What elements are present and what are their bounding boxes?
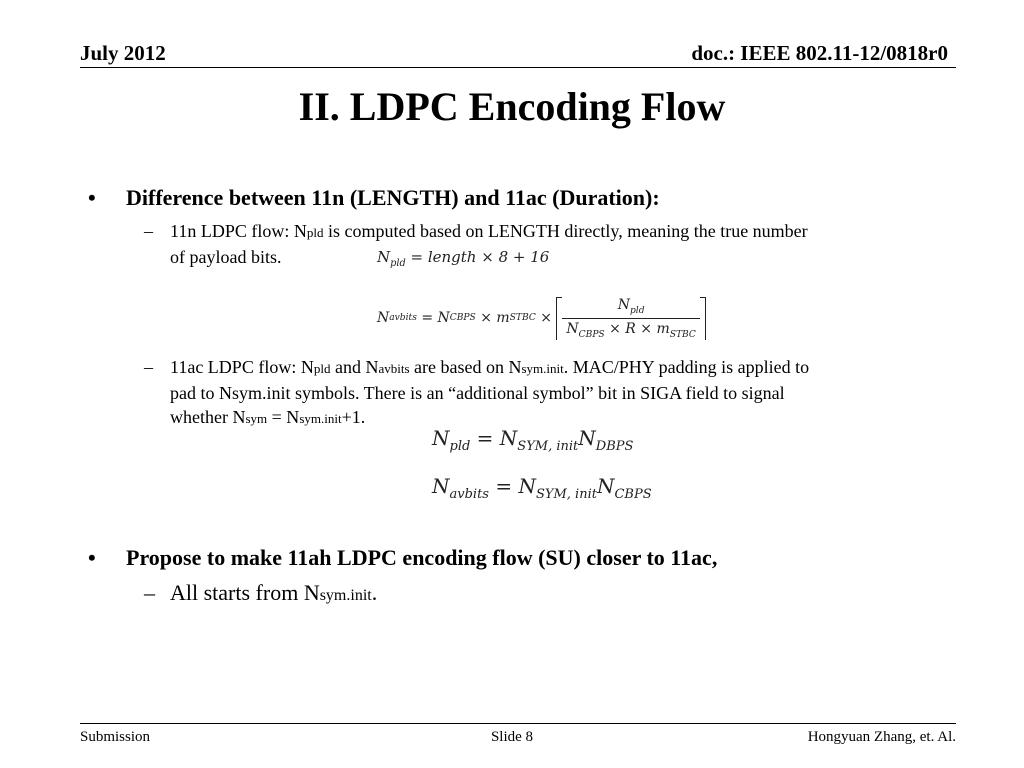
slide-title: II. LDPC Encoding Flow	[298, 84, 726, 129]
dash-marker: –	[144, 357, 153, 377]
footer-author: Hongyuan Zhang, et. Al.	[807, 729, 956, 745]
footer-slide-number: Slide 8	[490, 729, 534, 745]
dash-marker: –	[144, 580, 155, 605]
header-date: July 2012	[80, 41, 166, 65]
equation-navbits-11n: N avbits = N CBPS × m STBC × $\frac{N_{pld}}{N_{CBPS} \times R \times m_{STBC}}$	[377, 296, 706, 340]
dash-marker: –	[144, 221, 153, 241]
equation-navbits-11ac: $N_{avbits} = N_{SYM, init}N_{CBPS}$	[432, 474, 652, 502]
bullet-marker: •	[88, 185, 96, 210]
sub-bullet-nsym-init: All starts from Nsym.init.	[170, 580, 378, 605]
ceiling-right-bracket	[700, 297, 706, 340]
bullet-marker: •	[88, 545, 96, 570]
header-doc-id: doc.: IEEE 802.11-12/0818r0	[691, 41, 948, 65]
footer-rule	[80, 723, 956, 724]
footer-submission: Submission	[80, 729, 151, 745]
sub-bullet-11n: 11n LDPC flow: Npld is computed based on LENGTH directly, meaning the true number of payload bits.	[170, 221, 808, 267]
bullet-propose: Propose to make 11ah LDPC encoding flow (SU) closer to 11ac,	[126, 545, 718, 570]
bullet-difference: Difference between 11n (LENGTH) and 11ac (Duration):	[126, 185, 660, 210]
sub-bullet-11ac: 11ac LDPC flow: Npld and Navbits are based on Nsym.init. MAC/PHY padding is applied to pad to Nsym.init symbols. There is an “additional symbol” bit in SIGA field to signal whether Nsym = Nsym.init+1.	[170, 357, 810, 427]
header-rule	[80, 67, 956, 68]
fraction: $\frac{N_{pld}}{N_{CBPS} \times R \times m_{STBC}}$	[562, 297, 699, 340]
equation-npld-11n: $N_{pld}$ = length × 8 + 16	[377, 248, 550, 269]
equation-npld-11ac: $N_{pld} = N_{SYM, init}N_{DBPS}$	[432, 426, 634, 454]
